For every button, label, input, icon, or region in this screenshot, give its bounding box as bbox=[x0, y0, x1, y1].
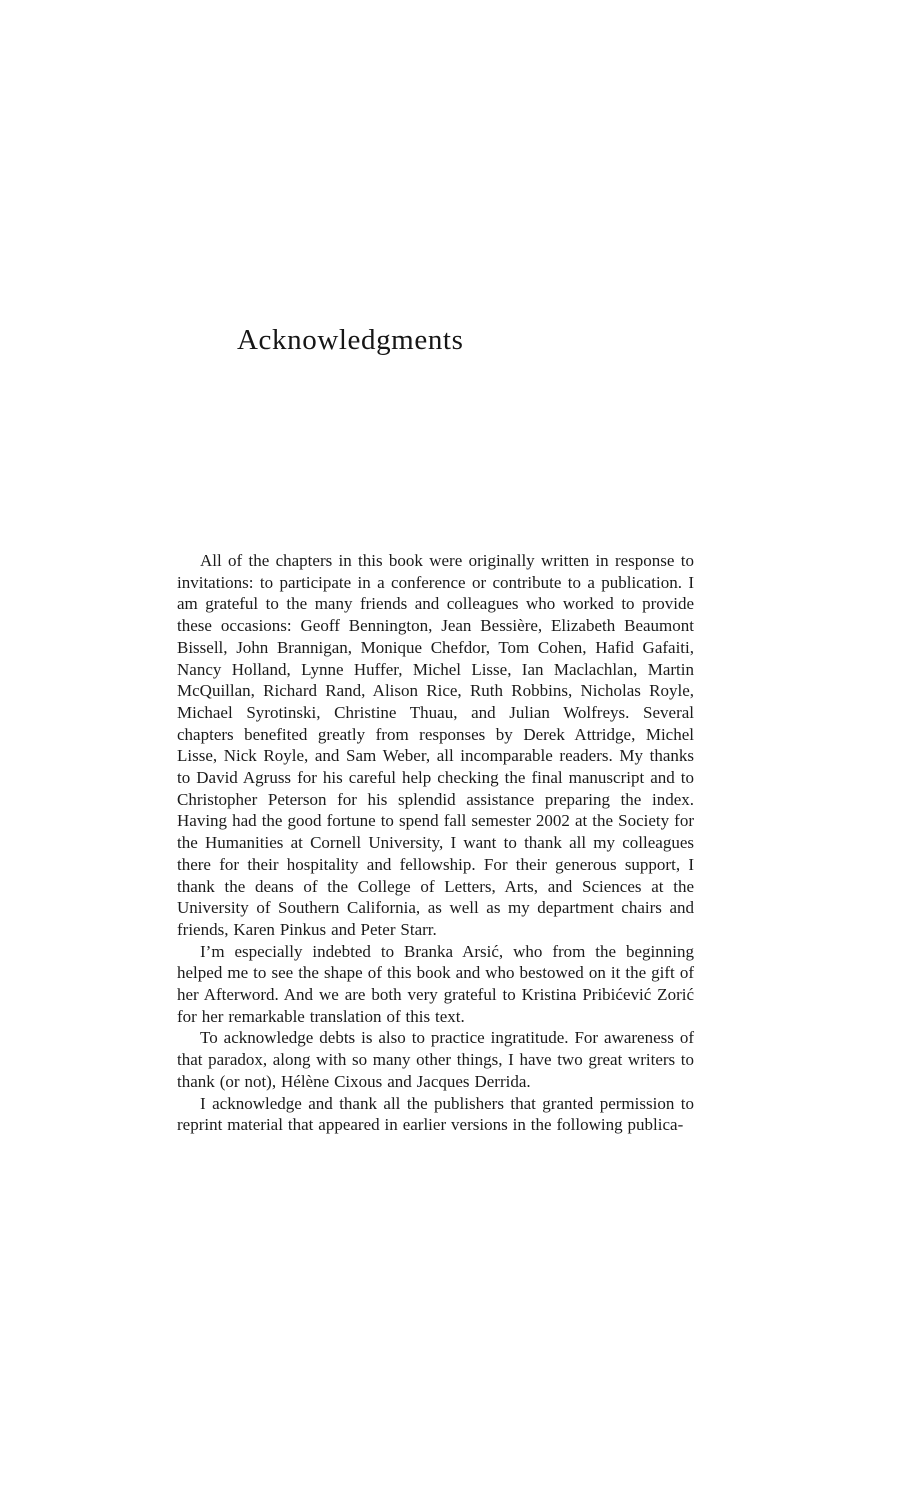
paragraph-cixous-derrida: To acknowledge debts is also to practice ingratitude. For awareness of that paradox, along with so many other things, I have two great writers to thank (or not), Hélène Cixous and Jacques Derrida. bbox=[177, 1028, 694, 1091]
paragraph-publishers-permission: I acknowledge and thank all the publishers that granted permission to reprint material that appeared in earlier versions in the following publica- bbox=[177, 1093, 694, 1135]
paragraph-branka-arsic: I’m especially indebted to Branka Arsić, who from the beginning helped me to see the shape of this book and who bestowed on it the gift of her Afterword. And we are both very grateful to Kristina Pribićević Zorić for her remarkable translation of this text. bbox=[177, 941, 694, 1026]
body-text bbox=[177, 550, 694, 1136]
chapter-title: Acknowledgments bbox=[237, 324, 464, 356]
paragraph-acknowledging-invitations: All of the chapters in this book were originally written in response to invitations: to participate in a conference or contribute to a publication. I am grateful to the many friends and colleagues who worked to provide these occasions: Geoff Bennington, Jean Bessière, Elizabeth Beaumont Bissell, John Brannigan, Monique Chefdor, Tom Cohen, Hafid Gafaiti, Nancy Holland, Lynne Huffer, Michel Lisse, Ian Maclachlan, Martin McQuillan, Richard Rand, Alison Rice, Ruth Robbins, Nicholas Royle, Michael Syrotinski, Christine Thuau, and Julian Wolfreys. Several chapters benefited greatly from responses by Derek Attridge, Michel Lisse, Nick Royle, and Sam Weber, all incomparable readers. My thanks to David Agruss for his careful help checking the final manuscript and to Christopher Peterson for his splendid assistance preparing the index. Having had the good fortune to spend fall semester 2002 at the Society for the Humanities at Cornell University, I want to thank all my colleagues there for their hospitality and fellowship. For their generous support, I thank the deans of the College of Letters, Arts, and Sciences at the University of Southern California, as well as my department chairs and friends, Karen Pinkus and Peter Starr. bbox=[177, 551, 694, 939]
